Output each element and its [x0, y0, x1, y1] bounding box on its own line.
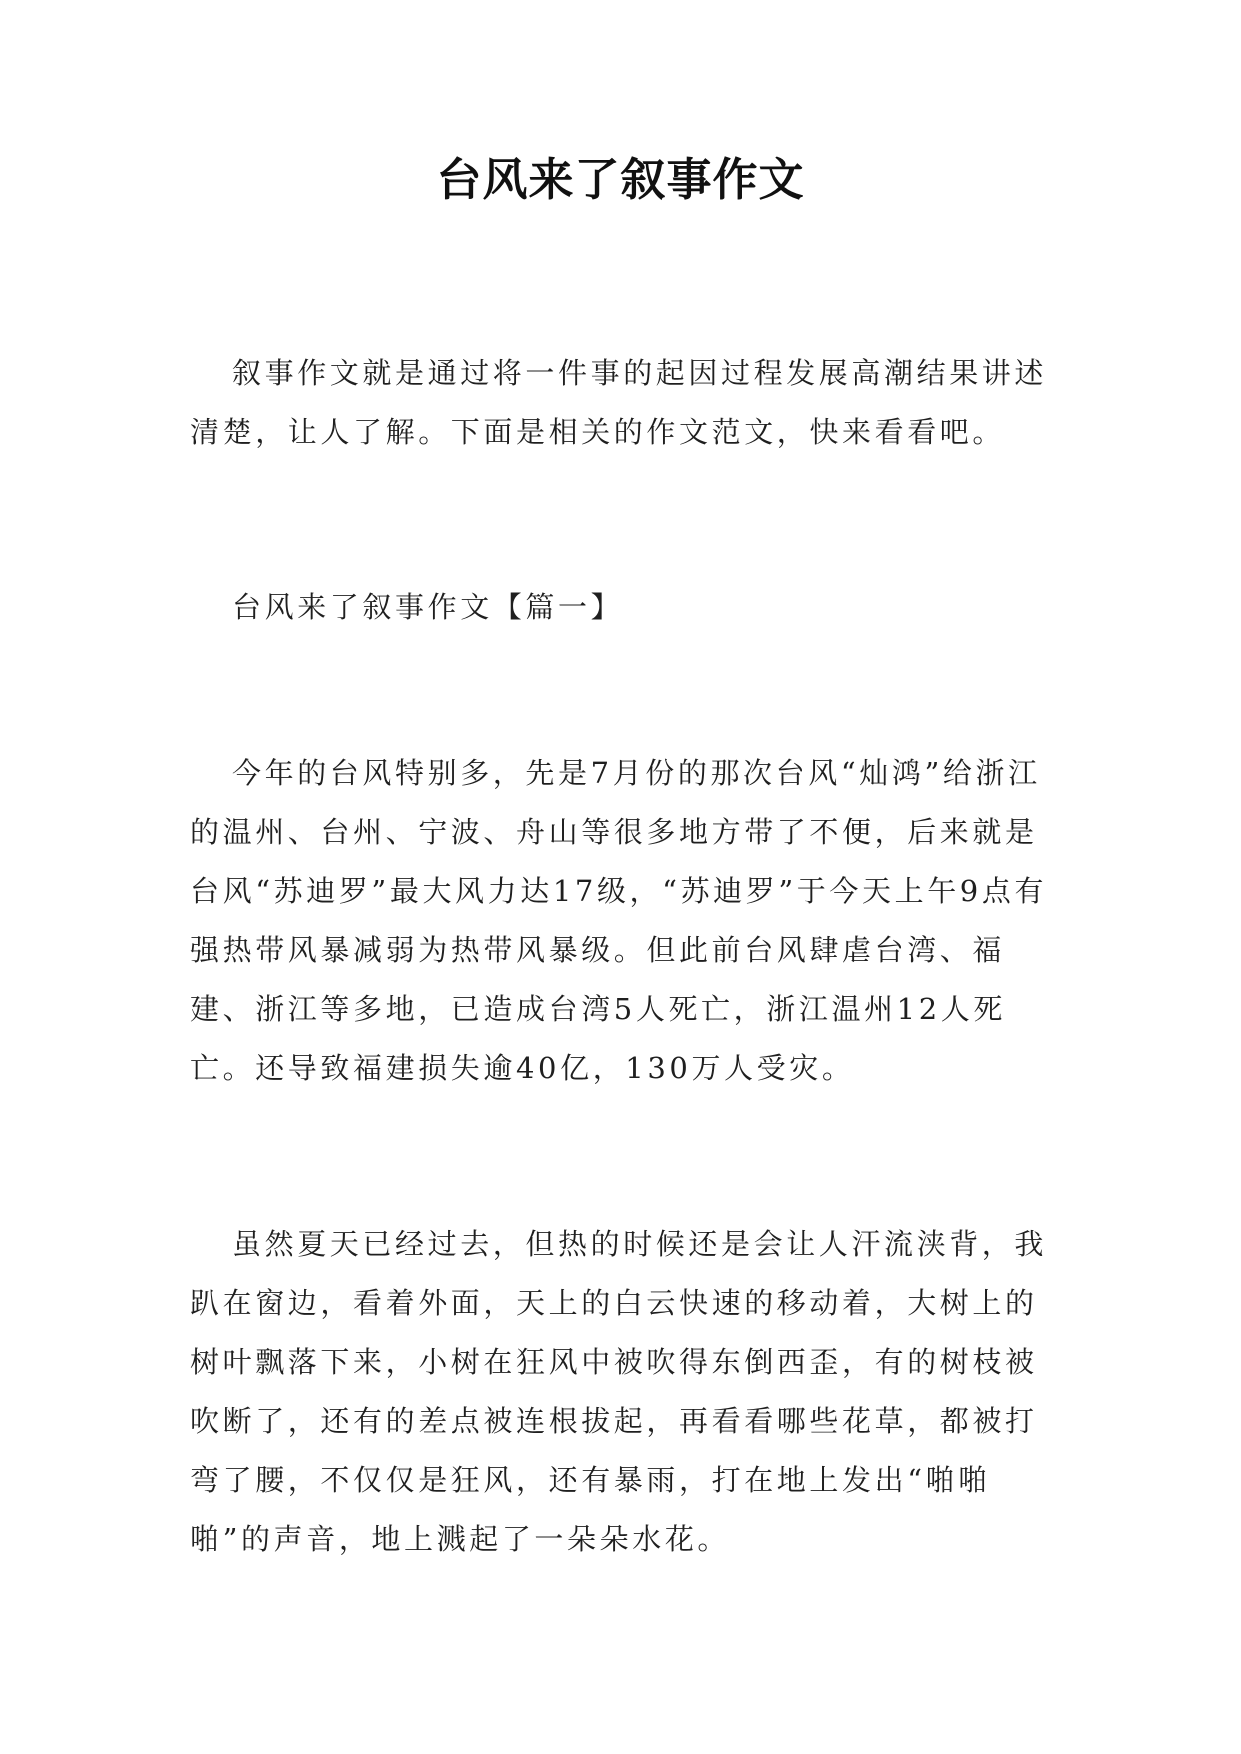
- document-title: 台风来了叙事作文: [436, 153, 805, 206]
- body-paragraph-1: 今年的台风特别多，先是7月份的那次台风“灿鸿”给浙江的温州、台州、宁波、舟山等很多地方带了不便，后来就是台风“苏迪罗”最大风力达17级，“苏迪罗”于今天上午9点有强热带风暴减弱为热带风暴级。但此前台风肆虐台湾、福建、浙江等多地，已造成台湾5人死亡，浙江温州12人死亡。还导致福建损失逾40亿，130万人受灾。: [190, 756, 1048, 1085]
- body-paragraph-2: 虽然夏天已经过去，但热的时候还是会让人汗流浃背，我趴在窗边，看着外面，天上的白云快速的移动着，大树上的树叶飘落下来，小树在狂风中被吹得东倒西歪，有的树枝被吹断了，还有的差点被连根拔起，再看看哪些花草，都被打弯了腰，不仅仅是狂风，还有暴雨，打在地上发出“啪啪啪”的声音，地上溅起了一朵朵水花。: [190, 1227, 1048, 1556]
- intro-paragraph: 叙事作文就是通过将一件事的起因过程发展高潮结果讲述清楚，让人了解。下面是相关的作文范文，快来看看吧。: [190, 356, 1048, 449]
- section-heading: 台风来了叙事作文【篇一】: [232, 590, 624, 624]
